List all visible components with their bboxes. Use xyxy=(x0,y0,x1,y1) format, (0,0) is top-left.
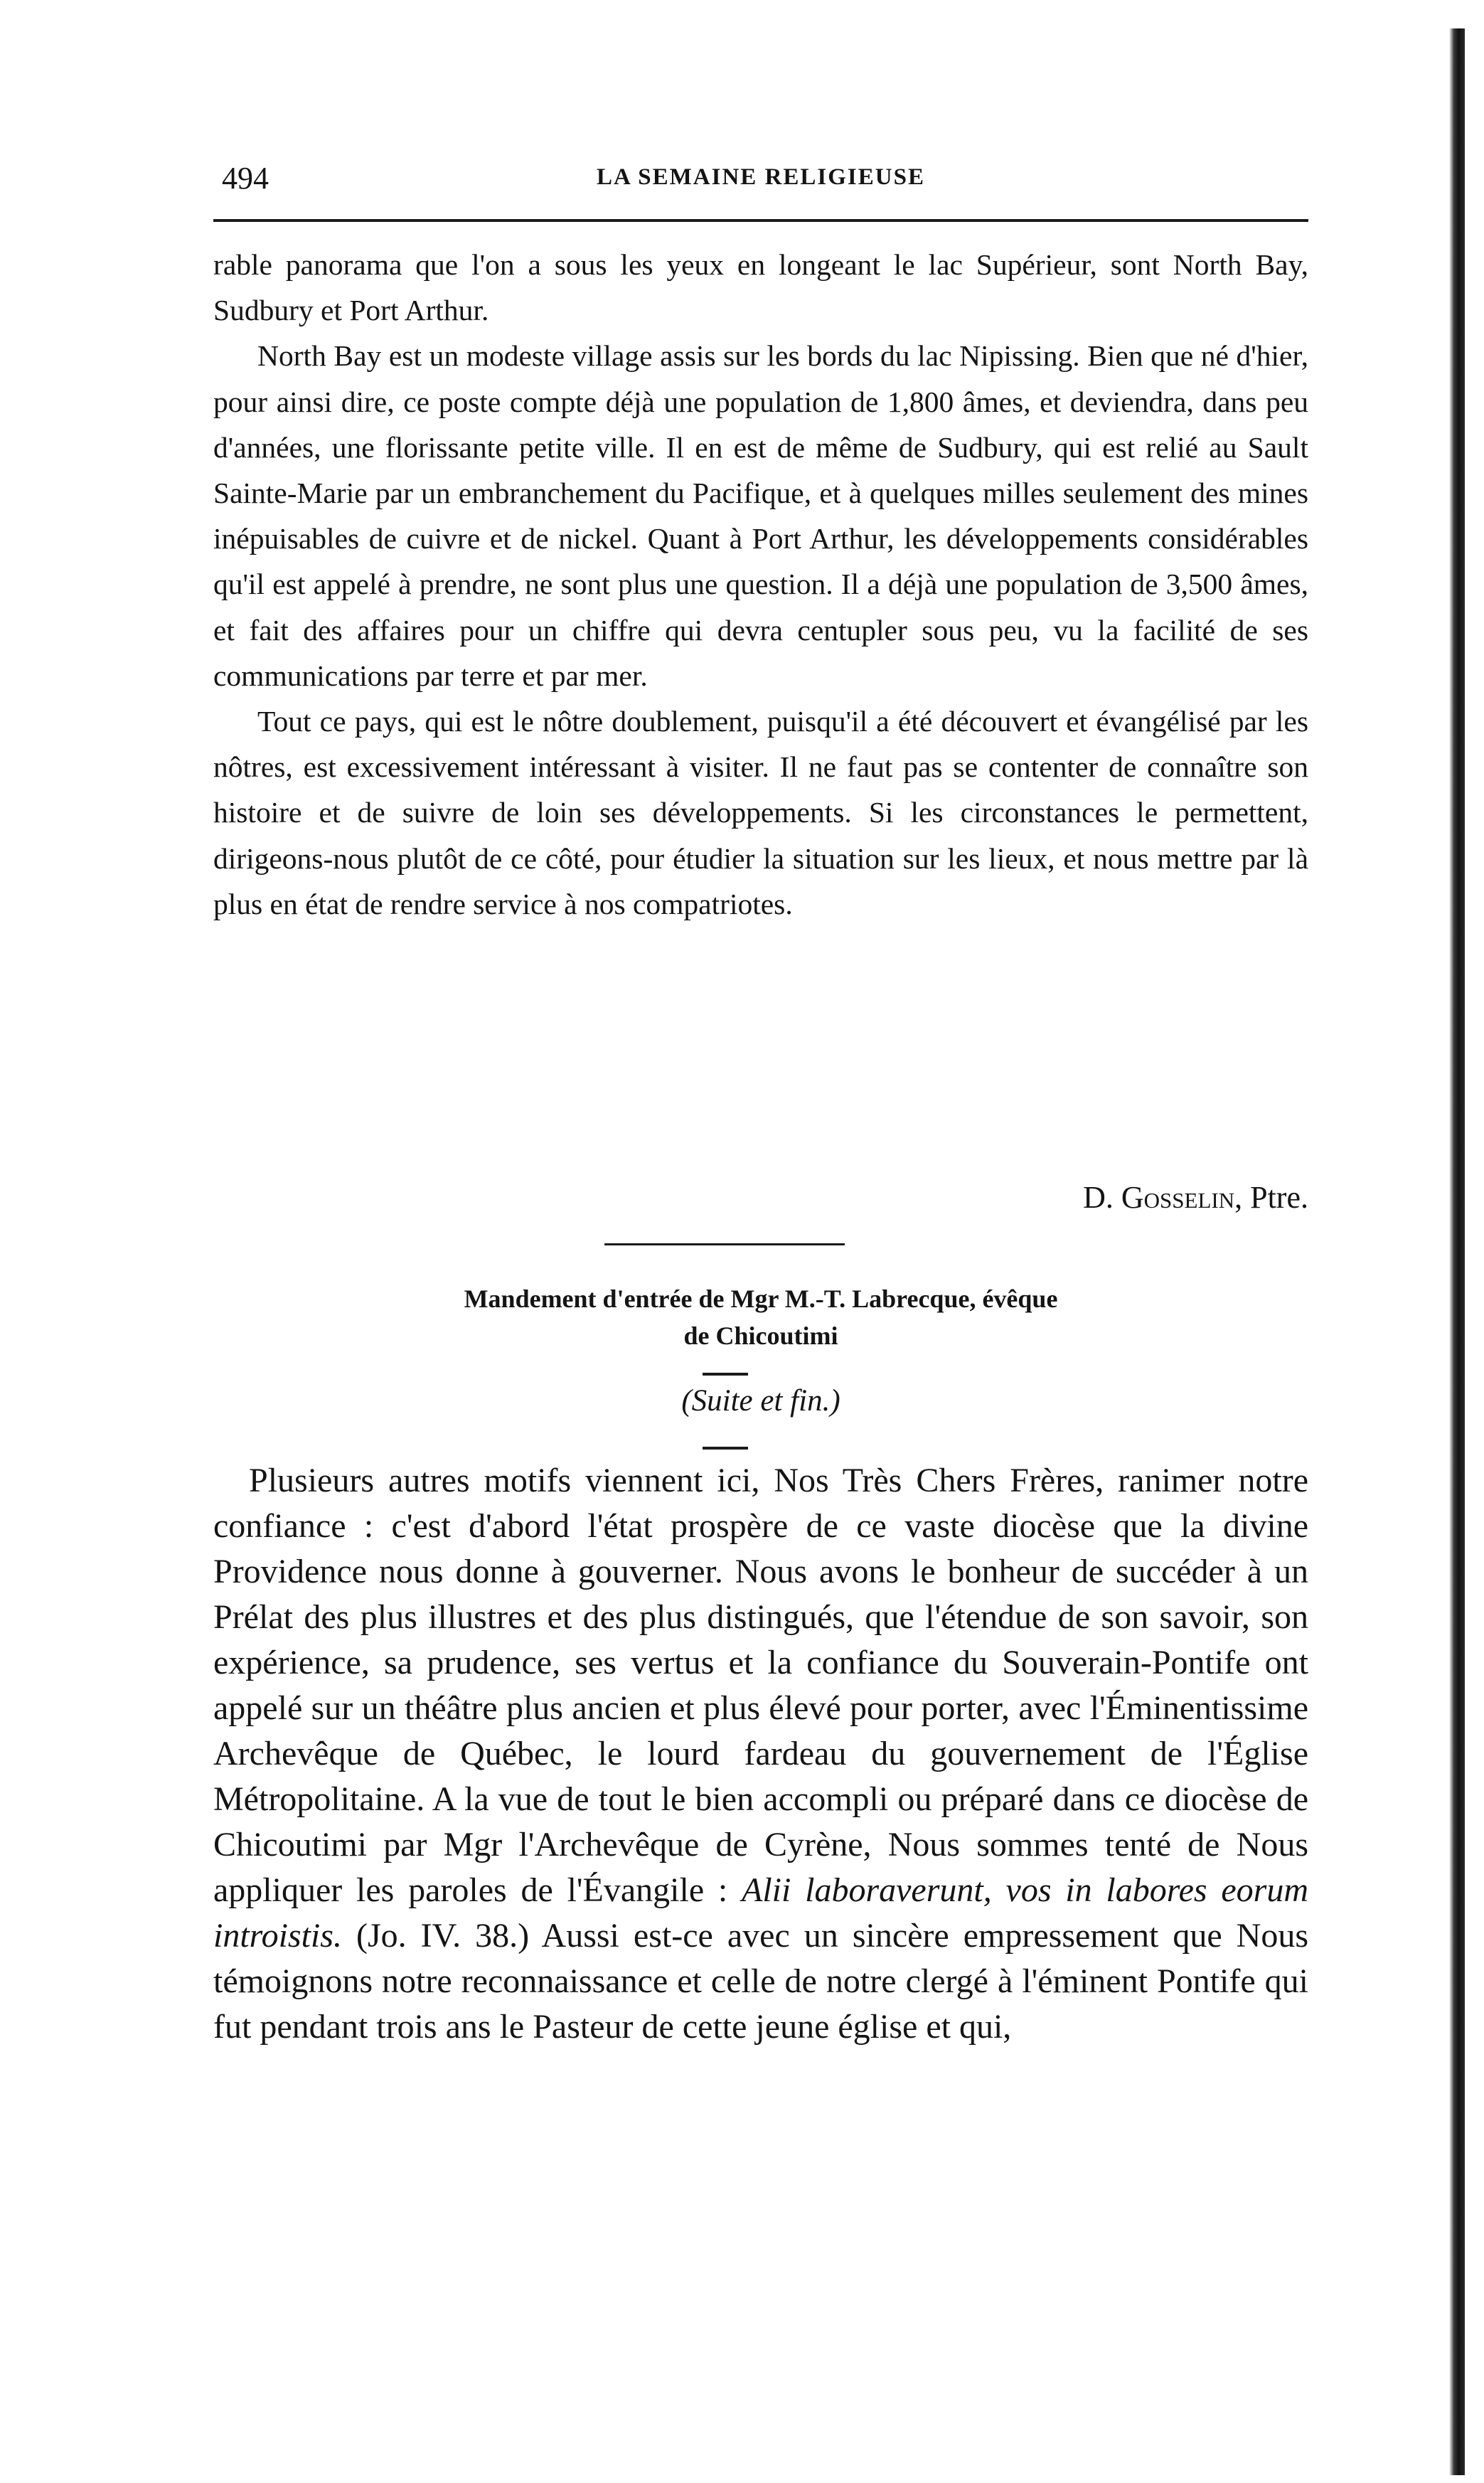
running-title: LA SEMAINE RELIGIEUSE xyxy=(597,164,925,190)
header-rule xyxy=(213,219,1308,222)
latin-quote: Alii laboraverunt, vos in labores eorum introistis. xyxy=(213,1871,1308,1955)
running-head xyxy=(213,160,1308,203)
article-body xyxy=(213,242,1308,927)
signature-suffix: , Ptre. xyxy=(1234,1180,1308,1215)
title-dash xyxy=(703,1373,748,1376)
paragraph xyxy=(213,1458,1308,2050)
mandate-title xyxy=(213,1280,1308,1354)
section-separator xyxy=(604,1243,845,1245)
page-binding-edge xyxy=(1449,28,1465,2475)
subtitle-dash xyxy=(703,1447,748,1450)
mandate-subtitle: (Suite et fin.) xyxy=(681,1384,840,1418)
mandate-title-line: Mandement d'entrée de Mgr M.-T. Labrecque, évêque xyxy=(464,1285,1058,1313)
paragraph: North Bay est un modeste village assis sur les bords du lac Nipissing. Bien que né d'hier, pour ainsi dire, ce poste compte déjà une population de 1,800 âmes, et deviendra, dans peu d'années, une florissante petite ville. Il en est de même de Sudbury, qui est relié au Sault Sainte-Marie par un embranchement du Pacifique, et à quelques milles seulement des mines inépuisables de cuivre et de nickel. Quant à Port Arthur, les développements considérables qu'il est appelé à prendre, ne sont plus une question. Il a déjà une population de 3,500 âmes, et fait des affaires pour un chiffre qui devra centupler sous peu, vu la facilité de ses communications par terre et par mer. xyxy=(213,339,1308,692)
mandate-body xyxy=(213,1458,1308,2050)
signature-initial: D. xyxy=(1083,1180,1114,1215)
page-number: 494 xyxy=(222,161,269,196)
citation: (Jo. IV. 38.) xyxy=(356,1917,530,1955)
paragraph-text: Plusieurs autres motifs viennent ici, Nos Très Chers Frères, ranimer notre confiance : c'est d'abord l'état prospère de ce vaste diocèse que la divine Providence nous donne à gouverner. Nous avons le bonheur de succéder à un Prélat des plus illustres et des plus distingués, que l'étendue de son savoir, son expérience, sa prudence, ses vertus et la confiance du Souverain-Pontife ont appelé sur un théâtre plus ancien et plus élevé pour porter, avec l'Éminentissime Archevêque de Québec, le lourd fardeau du gouvernement de l'Église Métropolitaine. A la vue de tout le bien accompli ou préparé dans ce diocèse de Chicoutimi par Mgr l'Archevêque de Cyrène, Nous sommes tenté de Nous appliquer les paroles de l'Évangile : xyxy=(213,1462,1308,1909)
paragraph: Tout ce pays, qui est le nôtre doublement, puisqu'il a été découvert et évangélisé par les nôtres, est excessivement intéressant à visiter. Il ne faut pas se contenter de connaître son histoire et de suivre de loin ses développements. Si les circonstances le permettent, dirigeons-nous plutôt de ce côté, pour étudier la situation sur les lieux, et nous mettre par là plus en état de rendre service à nos compatriotes. xyxy=(213,705,1308,920)
paragraph: rable panorama que l'on a sous les yeux en longeant le lac Supérieur, sont North Bay, Sudbury et Port Arthur. xyxy=(213,248,1308,327)
signature-name: Gosselin xyxy=(1121,1180,1235,1215)
mandate-title-line: de Chicoutimi xyxy=(683,1322,838,1350)
author-signature xyxy=(853,1179,1308,1216)
paragraph-text: Aussi est-ce avec un sincère empressement que Nous témoignons notre reconnaissance et celle de notre clergé à l'éminent Pontife qui fut pendant trois ans le Pasteur de cette jeune église et qui, xyxy=(213,1917,1309,2046)
